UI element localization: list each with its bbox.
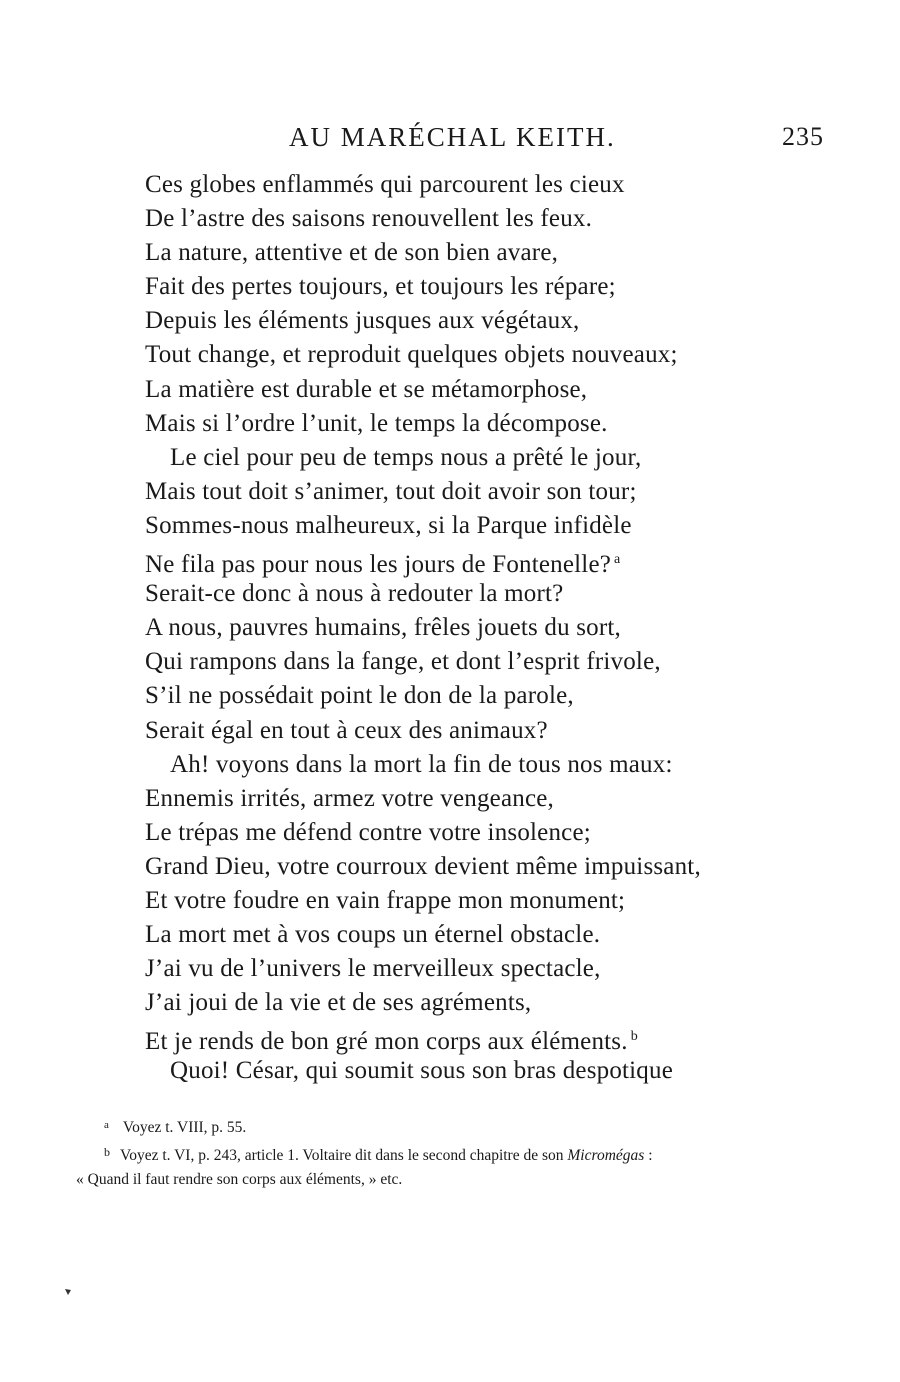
verse-text: Ces globes enflammés qui parcourent les cieux [145,171,625,198]
running-title: AU MARÉCHAL KEITH. [289,122,616,152]
verse-line [145,611,865,645]
verse-line [145,782,865,816]
verse-line [145,270,865,304]
verse-text: Sommes-nous malheureux, si la Parque infidèle [145,511,632,539]
footnote-mark: a [104,1119,109,1131]
page-header [0,118,900,158]
verse-line [145,577,865,611]
verse-line [145,373,865,407]
verse-text: Serait égal en tout à ceux des animaux? [145,716,548,744]
verse-line [145,714,865,748]
footnote-text: Voyez t. VIII, p. 55. [122,1119,247,1136]
verse-line [145,407,865,441]
footnote-text-end: : [644,1147,653,1164]
footnote-a [76,1113,846,1140]
verse-text: Fait des pertes toujours, et toujours les répare; [145,273,616,301]
verse-line [145,1020,865,1054]
verse-line [145,1054,865,1088]
printer-mark-icon [64,1288,72,1296]
verse-line [145,748,865,782]
footnote-reference[interactable]: a [614,552,621,568]
verse-line [145,509,865,543]
verse-text: De l’astre des saisons renouvellent les feux. [145,205,593,233]
footnote-mark: b [104,1145,110,1159]
verse-line [145,918,865,952]
verse-line [145,850,865,884]
verse-text: La matière est durable et se métamorphose, [145,375,588,403]
verse-text: Ah! voyons dans la mort la fin de tous nos maux: [170,750,673,778]
verse-line [145,202,865,236]
verse-line [145,441,865,475]
verse-text: A nous, pauvres humains, frêles jouets du sort, [145,614,622,642]
verse-text: La nature, attentive et de son bien avare, [145,239,559,267]
book-title: Micromégas [567,1147,645,1164]
verse-line [145,168,865,202]
verse-line [145,679,865,713]
verse-text: S’il ne possédait point le don de la parole, [145,682,574,710]
verse-text: J’ai vu de l’univers le merveilleux spectacle, [145,955,601,983]
footnote-b [76,1140,846,1168]
verse-line [145,952,865,986]
verse-text: Mais si l’ordre l’unit, le temps la décompose. [145,409,608,437]
footnotes [76,1113,846,1192]
verse-line [145,338,865,372]
footnote-text: Voyez t. VI, p. 243, article 1. Voltaire dit dans le second chapitre de son [120,1147,568,1164]
verse-text: Le ciel pour peu de temps nous a prêté le jour, [170,443,642,471]
footnote-reference[interactable]: b [630,1029,638,1045]
verse-text: Le trépas me défend contre votre insolence; [145,818,591,846]
verse-line [145,884,865,918]
verse-text: Qui rampons dans la fange, et dont l’esprit frivole, [145,648,661,676]
page-number: 235 [782,122,824,151]
verse-text: La mort met à vos coups un éternel obstacle. [145,921,601,949]
footnote-b-continuation [76,1168,846,1192]
verse-line [145,816,865,850]
verse-line [145,645,865,679]
verse-text: Mais tout doit s’animer, tout doit avoir son tour; [145,477,637,505]
verse-text: Tout change, et reproduit quelques objets nouveaux; [145,341,678,369]
verse-text: Ne fila pas pour nous les jours de Fontenelle? [145,551,612,579]
verse-text: Et votre foudre en vain frappe mon monument; [145,886,626,914]
verse-text: Et je rends de bon gré mon corps aux éléments. [145,1028,628,1056]
verse-text: J’ai joui de la vie et de ses agréments, [145,989,532,1017]
verse-line [145,304,865,338]
verse-text: Quoi! César, qui soumit sous son bras despotique [170,1057,674,1085]
verse-text: Depuis les éléments jusques aux végétaux, [145,307,580,335]
verse-line [145,475,865,509]
verse-line [145,543,865,577]
verse-text: Ennemis irrités, armez votre vengeance, [145,784,555,812]
footnote-text: « Quand il faut rendre son corps aux éléments, » etc. [76,1171,403,1188]
verse-line [145,236,865,270]
verse-text: Serait-ce donc à nous à redouter la mort? [145,580,564,608]
verse-text: Grand Dieu, votre courroux devient même impuissant, [145,852,701,880]
verse-line [145,986,865,1020]
poem-text [145,168,865,1089]
